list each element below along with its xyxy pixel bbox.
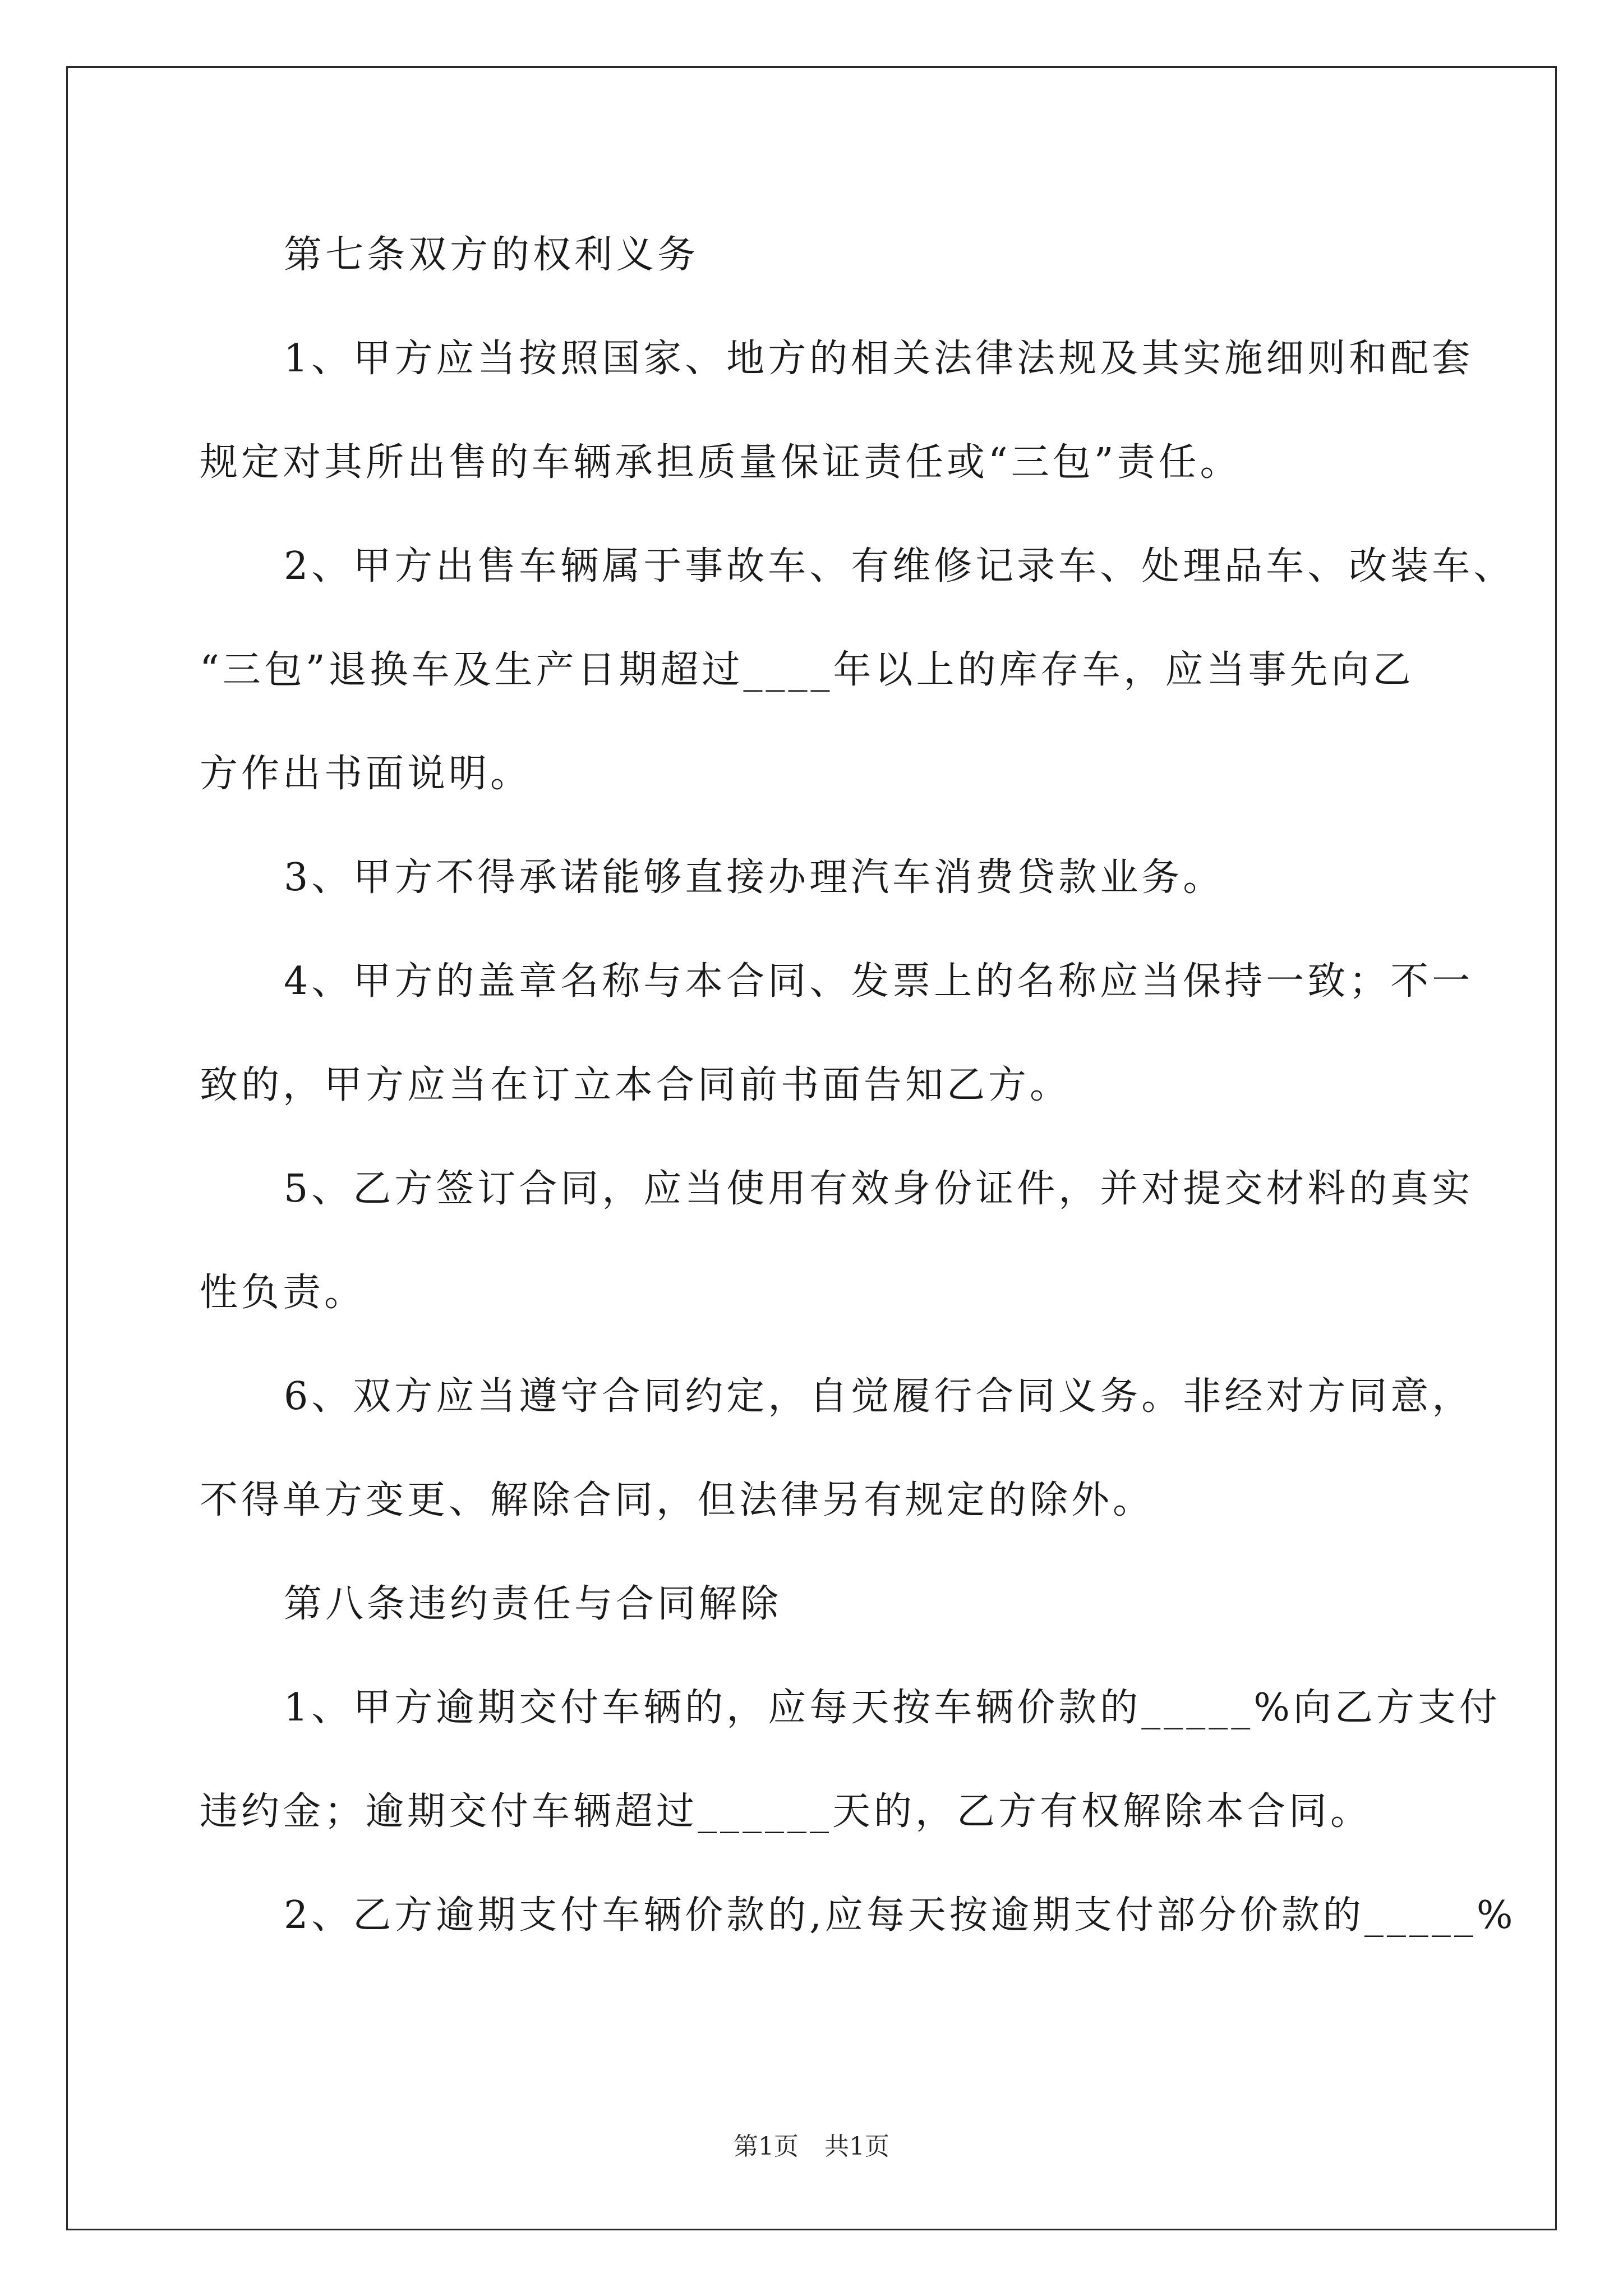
article-7-item-5-line-1: 5、乙方签订合同，应当使用有效身份证件，并对提交材料的真实 [284,1167,1474,1211]
article-7-item-2-line-2: “三包”退换车及生产日期超过____年以上的库存车，应当事先向乙 [200,648,1414,692]
article-7-item-2-line-1: 2、甲方出售车辆属于事故车、有维修记录车、处理品车、改装车、 [284,544,1515,588]
article-7-item-3: 3、甲方不得承诺能够直接办理汽车消费贷款业务。 [284,855,1225,900]
page-total: 共1页 [824,2132,889,2161]
article-8-item-2-line-1: 2、乙方逾期支付车辆价款的,应每天按逾期支付部分价款的_____% [284,1893,1516,1938]
article-7-item-1-line-2: 规定对其所出售的车辆承担质量保证责任或“三包”责任。 [200,440,1242,485]
article-8-item-1-line-2: 违约金；逾期交付车辆超过______天的，乙方有权解除本合同。 [200,1789,1372,1834]
article-7-item-6-line-1: 6、双方应当遵守合同约定，自觉履行合同义务。非经对方同意， [284,1374,1474,1419]
article-7-item-1-line-1: 1、甲方应当按照国家、地方的相关法律法规及其实施细则和配套 [284,337,1474,381]
article-7-item-5-line-2: 性负责。 [200,1271,366,1315]
article-7-item-4-line-1: 4、甲方的盖章名称与本合同、发票上的名称应当保持一致；不一 [284,959,1474,1004]
page-number: 第1页 [734,2132,799,2161]
article-8-item-1-line-1: 1、甲方逾期交付车辆的，应每天按车辆价款的_____%向乙方支付 [284,1686,1501,1730]
article-7-item-2-line-3: 方作出书面说明。 [200,752,532,796]
page-footer [0,2126,1623,2162]
article-7-item-6-line-2: 不得单方变更、解除合同，但法律另有规定的除外。 [200,1478,1155,1522]
article-7-heading: 第七条双方的权利义务 [284,233,699,277]
article-8-heading: 第八条违约责任与合同解除 [284,1582,782,1626]
article-7-item-4-line-2: 致的，甲方应当在订立本合同前书面告知乙方。 [200,1063,1072,1107]
